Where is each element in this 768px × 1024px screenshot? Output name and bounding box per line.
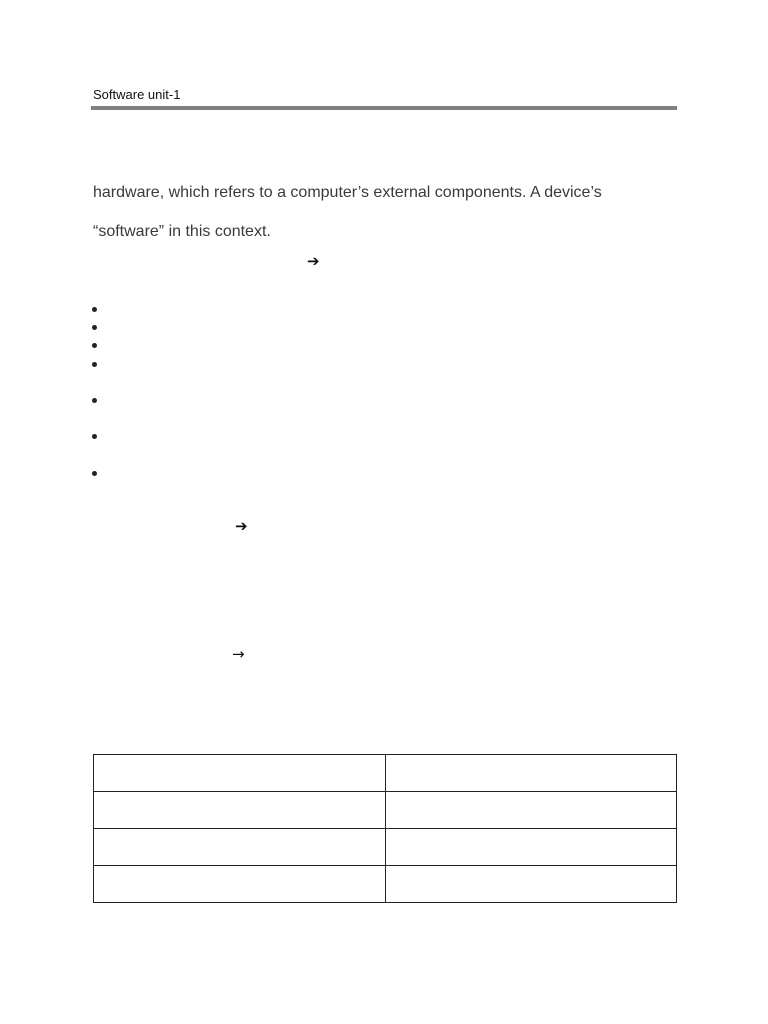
bullet-icon [92, 434, 97, 439]
table-cell [385, 866, 677, 903]
table-cell [94, 792, 386, 829]
bullet-icon [92, 325, 97, 330]
header-divider [91, 106, 677, 110]
bullet-icon [92, 307, 97, 312]
table-row [94, 792, 677, 829]
table-row [94, 866, 677, 903]
paragraph-line: “software” in this context. [93, 223, 271, 240]
paragraph-line: hardware, which refers to a computer’s external components. A device’s [93, 184, 602, 201]
table-cell [385, 829, 677, 866]
right-arrow-icon: ➔ [307, 252, 320, 270]
empty-table [93, 754, 677, 903]
table-cell [385, 755, 677, 792]
right-arrow-icon: ➔ [235, 517, 248, 535]
table-row [94, 829, 677, 866]
table-cell [94, 755, 386, 792]
right-arrow-icon: → [232, 645, 245, 663]
table-cell [94, 829, 386, 866]
bullet-icon [92, 471, 97, 476]
bullet-icon [92, 398, 97, 403]
table-row [94, 755, 677, 792]
table-cell [94, 866, 386, 903]
table-cell [385, 792, 677, 829]
bullet-icon [92, 343, 97, 348]
page-header-title: Software unit-1 [93, 87, 181, 102]
bullet-icon [92, 362, 97, 367]
